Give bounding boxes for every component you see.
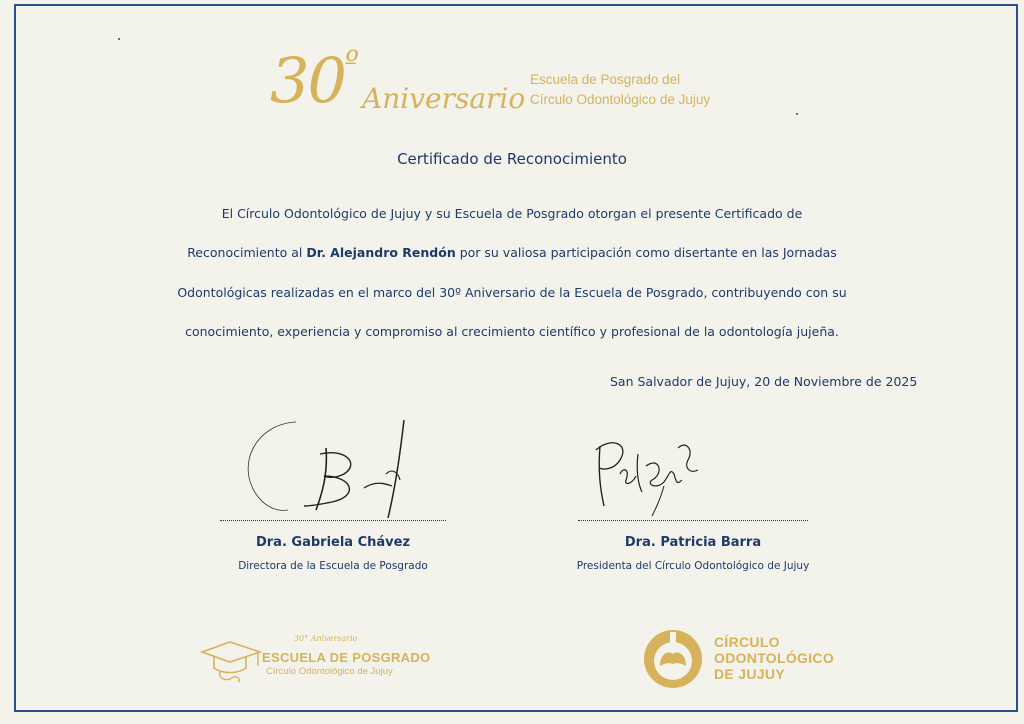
paper-speck — [118, 38, 120, 40]
body-line-2 — [0, 245, 1024, 260]
logo-right-line-1: CÍRCULO — [714, 634, 780, 650]
body-line-2-start: Reconocimiento al — [187, 245, 307, 260]
recipient-name: Dr. Alejandro Rendón — [306, 245, 456, 260]
signatory-name-right: Dra. Patricia Barra — [624, 535, 762, 550]
logo-right-line-2: ODONTOLÓGICO — [714, 650, 835, 666]
signatory-role-right: Presidenta del Círculo Odontológico de Jujuy — [576, 560, 810, 572]
logo-left-title: ESCUELA DE POSGRADO — [262, 650, 431, 665]
tooth-emblem-icon — [642, 628, 704, 690]
signature-patricia-barra — [590, 430, 710, 520]
body-line-1: El Círculo Odontológico de Jujuy y su Escuela de Posgrado otorgan el presente Certificado de — [221, 206, 803, 221]
logo-right-line-3: DE JUJUY — [714, 666, 785, 682]
body-line-2-end: por su valiosa participación como disertante en las Jornadas — [455, 245, 837, 260]
signature-gabriela-chavez — [236, 414, 436, 524]
signatory-role-left: Directora de la Escuela de Posgrado — [238, 560, 428, 572]
logo-right-text — [714, 634, 834, 682]
signature-line-right — [578, 520, 808, 521]
anniversary-header-logo — [262, 44, 782, 124]
anniversary-number: $30^º$ — [270, 44, 358, 117]
place-and-date: San Salvador de Jujuy, 20 de Noviembre de 2025 — [610, 374, 918, 389]
header-organization — [530, 70, 710, 110]
body-line-3: Odontológicas realizadas en el marco del 30º Aniversario de la Escuela de Posgrado, contribuyendo con su — [177, 285, 847, 300]
escuela-posgrado-logo — [196, 632, 431, 686]
certificate-title: Certificado de Reconocimiento — [397, 150, 627, 168]
signature-line-left — [220, 520, 446, 521]
header-org-line-1: Escuela de Posgrado del — [530, 72, 681, 87]
paper-speck — [796, 113, 798, 115]
header-org-line-2: Círculo Odontológico de Jujuy — [530, 92, 711, 107]
signatory-name-left: Dra. Gabriela Chávez — [255, 535, 411, 550]
circulo-odontologico-logo — [642, 626, 852, 690]
anniversary-word: Aniversario — [362, 82, 526, 115]
logo-left-subtitle: Círculo Odontológico de Jujuy — [266, 666, 393, 677]
graduation-cap-icon — [196, 638, 266, 684]
logo-left-small-text: 30° Aniversario — [294, 634, 358, 643]
body-line-4: conocimiento, experiencia y compromiso al crecimiento científico y profesional de la odontología jujeña. — [185, 324, 839, 339]
